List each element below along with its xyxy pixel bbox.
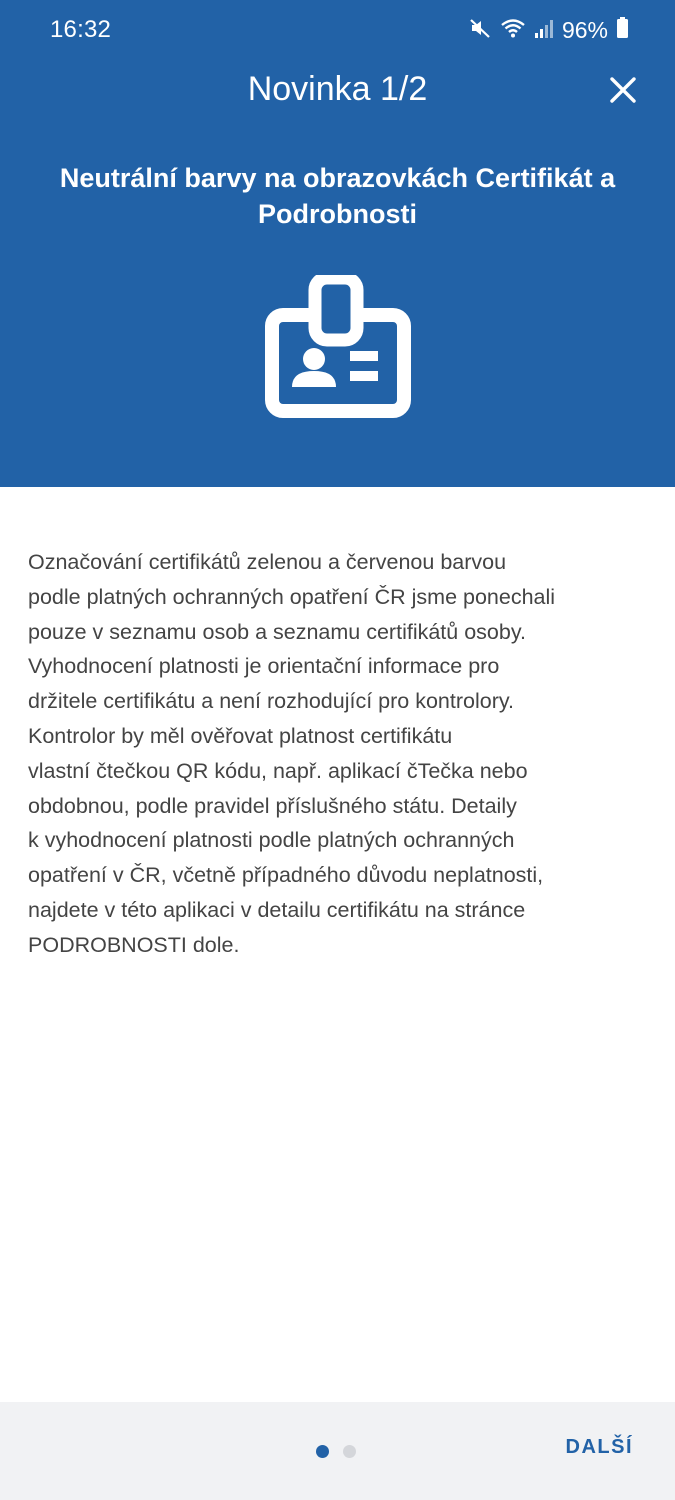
- close-button[interactable]: [601, 68, 645, 112]
- close-icon: [609, 76, 637, 104]
- status-time: 16:32: [50, 16, 112, 43]
- next-button[interactable]: DALŠÍ: [565, 1436, 633, 1458]
- header: [0, 0, 675, 487]
- article-body: Označování certifikátů zelenou a červenou barvou podle platných ochranných opatření ČR jsme ponechali pouze v seznamu osob a seznamu certifikátů osoby. Vyhodnocení platnosti je orientační informace pro držitele certifikátu a není rozhodující pro kontrolory. Kontrolor by měl ověřovat platnost certifikátu vlastní čtečkou QR kódu, např. aplikací čTečka nebo obdobnou, podle pravidel příslušného státu. Detaily k vyhodnocení platnosti podle platných ochranných opatření v ČR, včetně případného důvodu neplatnosti, najdete v této aplikaci v detailu certifikátu na stránce PODROBNOSTI dole.: [28, 550, 556, 957]
- headline: Neutrální barvy na obrazovkách Certifikát a Podrobnosti: [59, 163, 616, 229]
- id-badge-icon: [264, 275, 412, 421]
- page-title: Novinka 1/2: [247, 70, 428, 108]
- mute-icon: [468, 16, 492, 45]
- battery-icon: [616, 16, 629, 45]
- status-bar: [0, 0, 675, 60]
- page-dot-active: [316, 1445, 329, 1458]
- battery-percentage: 96%: [561, 16, 608, 43]
- footer: [0, 1402, 675, 1500]
- signal-icon: [534, 16, 554, 45]
- page-indicator: [316, 1445, 356, 1458]
- title-bar: [0, 62, 675, 118]
- wifi-icon: [500, 16, 526, 45]
- page-dot-inactive: [343, 1445, 356, 1458]
- status-icons: [468, 14, 629, 46]
